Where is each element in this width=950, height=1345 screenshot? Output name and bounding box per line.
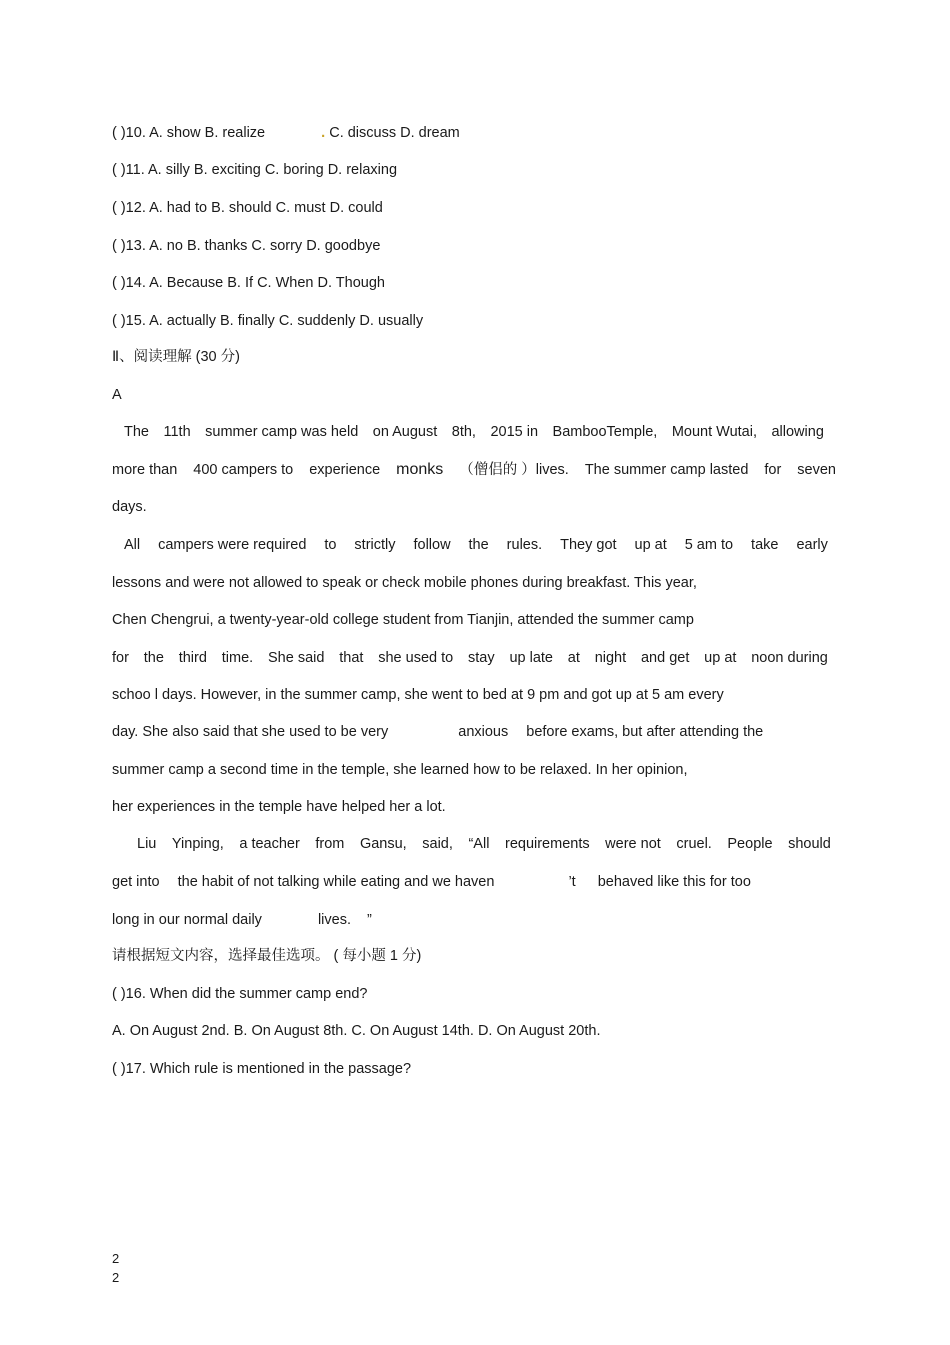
passage-line: summer camp a second time in the temple, she learned how to be relaxed. In her opinion, <box>112 762 688 778</box>
question-13: ( )13. A. no B. thanks C. sorry D. goodbye <box>112 238 381 254</box>
question-16-options: A. On August 2nd. B. On August 8th. C. On August 14th. D. On August 20th. <box>112 1023 601 1039</box>
passage-word: 8th, <box>451 424 476 440</box>
passage-line: days. <box>112 499 147 515</box>
page-number: 2 <box>112 1270 120 1285</box>
passage-word: Gansu, <box>359 836 407 852</box>
passage-word: she used to <box>378 650 454 666</box>
passage-word: from <box>315 836 345 852</box>
passage-word: Mount Wutai, <box>671 424 757 440</box>
page-number: 2 <box>112 1251 120 1266</box>
passage-line <box>112 873 751 891</box>
passage-word: time. <box>221 650 254 666</box>
passage-word: that <box>339 650 364 666</box>
passage-word: cruel. <box>676 836 712 852</box>
passage-word: experience <box>309 462 381 478</box>
passage-word: a teacher <box>239 836 300 852</box>
section-heading: Ⅱ、阅读理解 (30 分) <box>112 349 240 365</box>
passage-word: for <box>112 650 129 666</box>
passage-word: campers were required <box>158 537 307 553</box>
question-10-part-b: C. discuss D. dream <box>329 125 460 141</box>
passage-word: Liu <box>137 836 157 852</box>
question-17: ( )17. Which rule is mentioned in the passage? <box>112 1061 412 1077</box>
passage-word: on August <box>372 424 438 440</box>
passage-word: Yinping, <box>171 836 224 852</box>
passage-word: anxious <box>458 724 509 740</box>
passage-word: They got <box>560 537 617 553</box>
passage-word: 5 am to <box>684 537 734 553</box>
passage-word: People <box>727 836 773 852</box>
passage-line <box>137 835 831 853</box>
instruction-text: 请根据短文内容，选择最佳选项。 ( 每小题 1 分) <box>112 948 422 964</box>
passage-word: up at <box>704 650 737 666</box>
passage-word: The <box>124 424 149 440</box>
passage-word: ” <box>367 912 372 928</box>
passage-word: night <box>594 650 627 666</box>
passage-text: long in our normal daily <box>112 912 262 928</box>
passage-line: lessons and were not allowed to speak or check mobile phones during breakfast. This year, <box>112 575 697 591</box>
passage-word: ’t <box>568 874 576 890</box>
passage-line <box>112 723 763 741</box>
passage-word: 11th <box>163 424 191 440</box>
passage-word: said, <box>422 836 453 852</box>
passage-line <box>124 536 828 554</box>
passage-text: the habit of not talking while eating and we haven <box>177 874 495 890</box>
passage-word: early <box>796 537 828 553</box>
passage-text: behaved like this for too <box>597 874 751 890</box>
passage-line <box>124 423 824 441</box>
passage-word: third <box>178 650 207 666</box>
passage-word: get into <box>112 874 160 890</box>
passage-word: lives. <box>317 912 351 928</box>
passage-label: A <box>112 387 122 403</box>
passage-word: requirements <box>504 836 590 852</box>
question-10 <box>112 124 460 142</box>
passage-line: Chen Chengrui, a twenty-year-old college student from Tianjin, attended the summer camp <box>112 612 694 628</box>
passage-word-monks: monks <box>396 461 444 478</box>
passage-word: at <box>567 650 580 666</box>
passage-word: the <box>468 537 489 553</box>
passage-line: schoo l days. However, in the summer camp, she went to bed at 9 pm and got up at 5 am every <box>112 687 724 703</box>
passage-word: 2015 in <box>490 424 539 440</box>
passage-word: up at <box>634 537 667 553</box>
passage-word: more than <box>112 462 178 478</box>
passage-line <box>112 911 372 929</box>
passage-word: stay <box>468 650 495 666</box>
passage-text: before exams, but after attending the <box>526 724 764 740</box>
passage-text: day. She also said that she used to be very <box>112 724 389 740</box>
passage-word: BambooTemple, <box>552 424 658 440</box>
passage-word: up late <box>509 650 553 666</box>
passage-word: All <box>124 537 141 553</box>
passage-word: and get <box>640 650 690 666</box>
passage-word: follow <box>413 537 451 553</box>
question-12: ( )12. A. had to B. should C. must D. could <box>112 200 383 216</box>
passage-word: rules. <box>506 537 543 553</box>
passage-word: seven <box>797 462 836 478</box>
passage-word: allowing <box>771 424 824 440</box>
passage-word: 400 campers to <box>193 462 294 478</box>
passage-word: summer camp was held <box>205 424 359 440</box>
passage-word: were not <box>605 836 661 852</box>
question-10-part-a: ( )10. A. show B. realize <box>112 125 266 141</box>
passage-word: noon during <box>751 650 828 666</box>
passage-word: for <box>764 462 782 478</box>
passage-word: She said <box>267 650 325 666</box>
question-16: ( )16. When did the summer camp end? <box>112 986 368 1002</box>
passage-line <box>112 649 828 667</box>
highlight-dot: . <box>321 125 326 141</box>
passage-word: should <box>788 836 831 852</box>
question-15: ( )15. A. actually B. finally C. suddenly D. usually <box>112 313 424 329</box>
passage-word: strictly <box>354 537 396 553</box>
passage-word: The summer camp lasted <box>584 462 749 478</box>
question-14: ( )14. A. Because B. If C. When D. Though <box>112 275 385 291</box>
passage-word: to <box>324 537 337 553</box>
passage-word: take <box>751 537 779 553</box>
passage-word: the <box>143 650 164 666</box>
passage-line: her experiences in the temple have helped her a lot. <box>112 799 446 815</box>
passage-word: （僧侣的 ）lives. <box>459 462 569 478</box>
passage-line <box>112 461 836 479</box>
passage-word: “All <box>468 836 490 852</box>
question-11: ( )11. A. silly B. exciting C. boring D. relaxing <box>112 162 398 178</box>
